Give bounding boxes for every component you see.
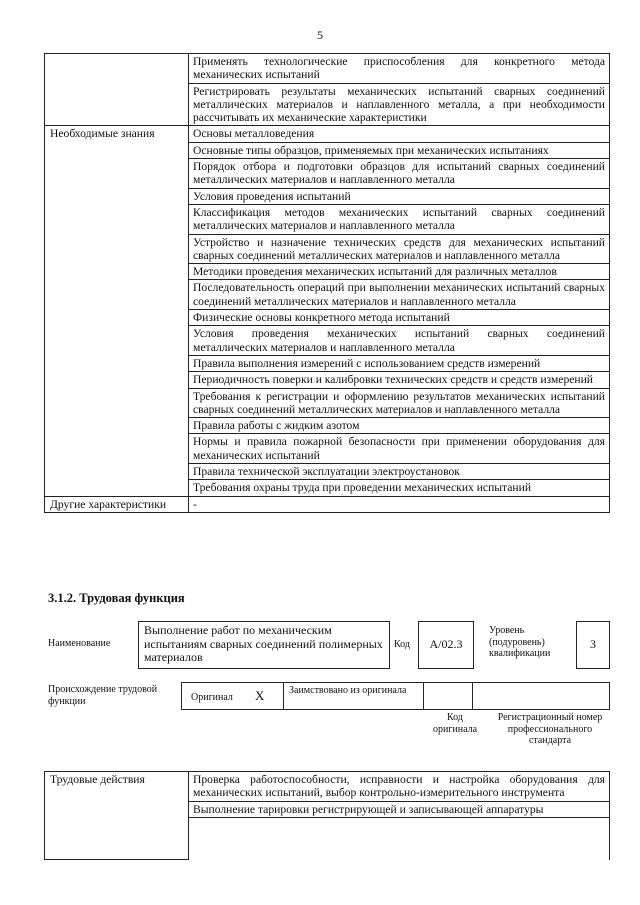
table-row [45, 496, 610, 512]
empty-label-cell [45, 54, 189, 84]
labor-actions-table [44, 771, 610, 860]
original-mark: X [255, 688, 265, 703]
knowledge-item: Требования охраны труда при проведении механических испытаний [189, 480, 610, 496]
divider [472, 683, 473, 709]
table-row [45, 772, 610, 802]
divider [283, 683, 284, 709]
table-row [45, 83, 610, 126]
empty-cell [189, 817, 610, 860]
labor-actions-label: Трудовые действия [45, 772, 189, 860]
knowledge-item: Требования к регистрации и оформлению результатов механических испытаний сварных соединений металлических материалов и наплавленного металла [189, 388, 610, 418]
knowledge-item: Периодичность поверки и калибровки технических средств и средств измерений [189, 372, 610, 388]
table-row [45, 126, 610, 142]
knowledge-table [44, 53, 610, 513]
knowledge-item: Последовательность операций при выполнении механических испытаний сварных соединений металлических материалов и наплавленного металла [189, 280, 610, 310]
registration-label: Регистрационный номер профессионального стандарта [497, 712, 603, 746]
level-value: 3 [590, 637, 596, 651]
knowledge-item: Методики проведения механических испытаний для различных металлов [189, 264, 610, 280]
knowledge-item: Правила технической эксплуатации электроустановок [189, 464, 610, 480]
code-box [418, 621, 474, 669]
labor-action-item: Проверка работоспособности, исправности и настройка оборудования для механических испытаний, выбор контрольно-измерительного инструмента [189, 772, 610, 802]
knowledge-item: Основные типы образцов, применяемых при механических испытаниях [189, 142, 610, 158]
function-name-box [138, 621, 390, 669]
origin-label: Происхождение трудовой функции [48, 684, 158, 707]
name-label: Наименование [48, 638, 111, 649]
knowledge-item: Условия проведения испытаний [189, 188, 610, 204]
level-box [576, 621, 610, 669]
knowledge-item: Основы металловедения [189, 126, 610, 142]
skill-cell: Регистрировать результаты механических испытаний сварных соединений металлических материалов и наплавленного металла, а при необходимости рассчитывать их механические характеристики [189, 83, 610, 126]
knowledge-item: Устройство и назначение технических средств для механических испытаний сварных соединений металлических материалов и наплавленного металла [189, 234, 610, 264]
empty-label-cell [45, 83, 189, 126]
code-original-label: Код оригинала [432, 712, 478, 735]
original-label: Оригинал [191, 692, 233, 703]
knowledge-item: Нормы и правила пожарной безопасности при применении оборудования для механических испытаний [189, 434, 610, 464]
knowledge-item: Физические основы конкретного метода испытаний [189, 310, 610, 326]
knowledge-item: Правила работы с жидким азотом [189, 418, 610, 434]
other-characteristics-label: Другие характеристики [45, 496, 189, 512]
page-number: 5 [317, 28, 323, 42]
skill-cell: Применять технологические приспособления для конкретного метода механических испытаний [189, 54, 610, 84]
divider [423, 683, 424, 709]
knowledge-label: Необходимые знания [45, 126, 189, 496]
function-name: Выполнение работ по механическим испытаниям сварных соединений полимерных материалов [144, 623, 383, 664]
labor-action-item: Выполнение тарировки регистрирующей и записывающей аппаратуры [189, 801, 610, 817]
code-value: А/02.3 [429, 637, 463, 651]
knowledge-item: Правила выполнения измерений с использованием средств измерений [189, 355, 610, 371]
other-characteristics-value: - [189, 496, 610, 512]
code-label: Код [394, 639, 410, 650]
level-label: Уровень (подуровень) квалификации [489, 625, 551, 659]
knowledge-item: Порядок отбора и подготовки образцов для испытаний сварных соединений металлических материалов и наплавленного металла [189, 159, 610, 189]
section-title: 3.1.2. Трудовая функция [48, 591, 185, 605]
origin-box [181, 682, 610, 710]
borrowed-label: Заимствовано из оригинала [289, 685, 407, 696]
table-row [45, 54, 610, 84]
knowledge-item: Классификация методов механических испытаний сварных соединений металлических материалов и наплавленного металла [189, 204, 610, 234]
knowledge-item: Условия проведения механических испытаний сварных соединений металлических материалов и наплавленного металла [189, 326, 610, 356]
